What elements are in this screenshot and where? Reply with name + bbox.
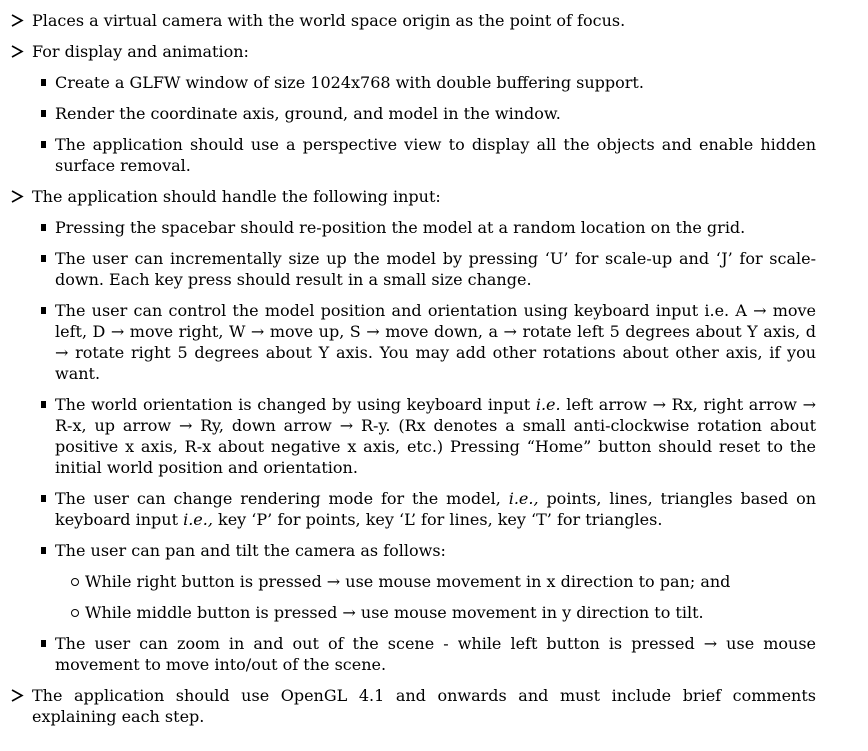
list-item [0, 186, 868, 675]
sub-list-item [32, 488, 816, 530]
square-bullet-icon [41, 79, 46, 86]
square-bullet-icon [41, 307, 46, 314]
sub-list-item [32, 300, 816, 384]
square-bullet-icon [41, 401, 46, 408]
list-item [0, 41, 868, 176]
sub-list-item [32, 103, 816, 124]
square-bullet-icon [41, 255, 46, 262]
square-bullet-icon [41, 547, 46, 554]
item-text: The application should use a perspective view to display all the objects and enable hidden surface removal. [55, 135, 816, 175]
sub-list-item [32, 134, 816, 176]
item-text: The user can incrementally size up the model by pressing ‘U’ for scale-up and ‘J’ for scale-down. Each key press should result in a small size change. [55, 249, 816, 289]
circle-bullet-icon [71, 609, 79, 617]
square-bullet-icon [41, 495, 46, 502]
item-text-part: left arrow → Rx, right arrow → R-x, up arrow → Ry, down arrow → R-y. (Rx denotes a small anti-clockwise rotation about positive x axis, R-x about negative x axis, etc.) Pressing “Home” button should reset to the initial world position and orientation. [55, 395, 817, 477]
item-text: The user can pan and tilt the camera as follows: [55, 541, 446, 560]
item-text: The application should handle the following input: [32, 187, 441, 206]
square-bullet-icon [41, 110, 46, 117]
sub-list-item [32, 394, 816, 478]
square-bullet-icon [41, 141, 46, 148]
sub-list-item [32, 248, 816, 290]
item-text-emphasis: i.e. [535, 395, 561, 414]
item-text-emphasis: i.e., [508, 489, 539, 508]
requirements-list [0, 10, 868, 727]
arrow-bullet-icon [9, 186, 25, 207]
item-text: Places a virtual camera with the world space origin as the point of focus. [32, 11, 626, 30]
item-text-part: The world orientation is changed by using keyboard input [55, 395, 536, 414]
item-text-part: key ‘P’ for points, key ‘L’ for lines, key ‘T’ for triangles. [212, 510, 663, 529]
item-text: Create a GLFW window of size 1024x768 with double buffering support. [55, 73, 644, 92]
arrow-bullet-icon [9, 41, 25, 62]
item-text: While right button is pressed → use mouse movement in x direction to pan; and [85, 572, 731, 591]
item-text: While middle button is pressed → use mouse movement in y direction to tilt. [85, 603, 704, 622]
arrow-bullet-icon [9, 10, 25, 31]
item-text: The user can control the model position and orientation using keyboard input i.e. A → move left, D → move right, W → move up, S → move down, a → rotate left 5 degrees about Y axis, d → rotate right 5 degrees about Y axis. You may add other rotations about other axis, if you want. [55, 301, 816, 383]
item-text-part: points, lines, triangles based on keyboard input [55, 489, 817, 529]
item-text: Render the coordinate axis, ground, and model in the window. [55, 104, 561, 123]
sub-list-item [32, 633, 816, 675]
item-text: The user can zoom in and out of the scene - while left button is pressed → use mouse movement to move into/out of the scene. [55, 634, 816, 674]
item-text: For display and animation: [32, 42, 249, 61]
item-text-emphasis: i.e., [183, 510, 213, 529]
list-item [0, 10, 868, 31]
sub-list [32, 72, 816, 176]
square-bullet-icon [41, 640, 46, 647]
item-text: Pressing the spacebar should re-position the model at a random location on the grid. [55, 218, 746, 237]
item-text: The application should use OpenGL 4.1 and onwards and must include brief comments explaining each step. [32, 686, 816, 726]
square-bullet-icon [41, 224, 46, 231]
circle-bullet-icon [71, 578, 79, 586]
item-text-part: The user can change rendering mode for the model, [55, 489, 509, 508]
sub-list [32, 217, 816, 675]
sub-list-item [32, 72, 816, 93]
arrow-bullet-icon [9, 685, 25, 706]
sub-sub-list [55, 571, 816, 623]
sub-sub-list-item [55, 571, 816, 592]
sub-sub-list-item [55, 602, 816, 623]
sub-list-item [32, 217, 816, 238]
sub-list-item [32, 540, 816, 623]
list-item [0, 685, 868, 727]
